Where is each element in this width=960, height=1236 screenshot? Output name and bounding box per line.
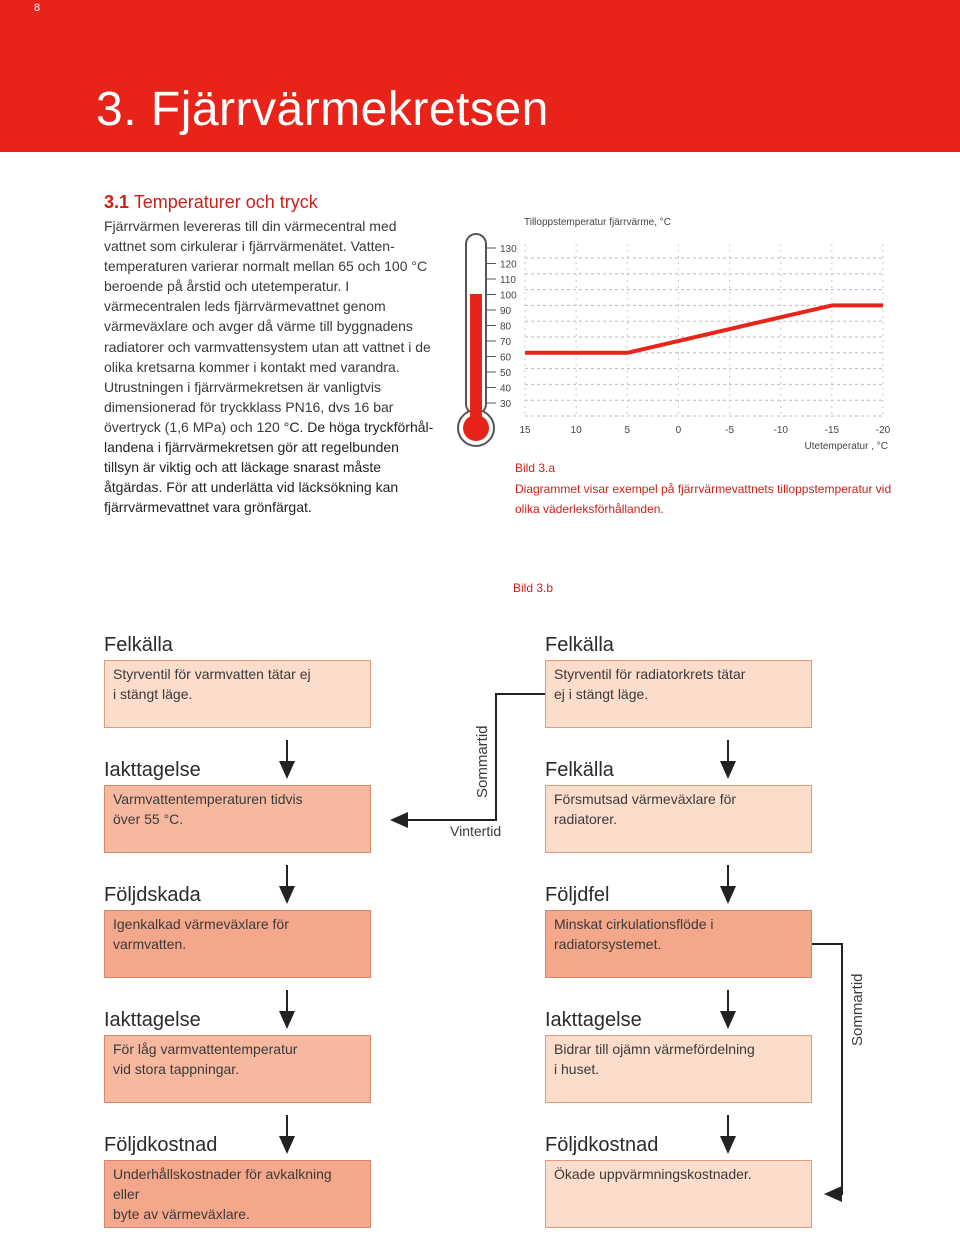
flow-left-2-line-1: Varmvattentemperaturen tidvis — [113, 791, 303, 807]
thermometer-tick-label: 30 — [500, 399, 512, 410]
thermometer-tick-label: 40 — [500, 383, 512, 395]
x-tick-label: -15 — [824, 425, 840, 436]
flow-left-3-title: Följdskada — [104, 884, 201, 906]
figure-a-label: Bild 3.a — [515, 461, 556, 475]
x-axis-label: Utetemperatur , °C — [804, 441, 888, 452]
x-tick-label: -20 — [875, 425, 891, 436]
thermometer-tick-label: 80 — [500, 321, 512, 333]
down-arrow-icon — [720, 990, 736, 1029]
figure-a-caption: Diagrammet visar exempel på fjärrvärmevattnets tilloppstemperatur vid olika väderleksförhållanden. — [515, 482, 892, 516]
chapter-title: 3. Fjärrvärmekretsen — [96, 83, 549, 136]
flow-right-1-line-2: ej i stängt läge. — [554, 686, 649, 702]
down-arrow-icon — [720, 1115, 736, 1154]
chart-title: Tilloppstemperatur fjärrvärme, °C — [524, 217, 672, 228]
down-arrow-icon — [279, 740, 295, 779]
flow-left-1-line-2: i stängt läge. — [113, 686, 193, 702]
x-tick-label: 15 — [519, 425, 531, 436]
flow-right-4-line-1: Bidrar till ojämn värmefördelning — [554, 1041, 755, 1057]
x-tick-label: -10 — [773, 425, 788, 436]
flow-left-3-line-2: varmvatten. — [113, 936, 187, 952]
flow-right-1-line-1: Styrventil för radiatorkrets tätar — [554, 666, 746, 682]
figure-b-label: Bild 3.b — [513, 581, 554, 595]
down-arrow-icon — [279, 865, 295, 904]
body-part-1: Fjärrvärmen levereras till din värmecentral med vattnet som cirkulerar i fjärrvärmenätet. Vattentemperaturen varierar normalt mellan 65 och 100 °C beroende på årstid och utetemperatur. I värmecentralen leds fjärrvärmevattnet genom värmeväxlare och avger då värme till byggnadens radiatorer och varmvattensystem utan att vattnet i de olika kretsarna kommer i kontakt med varandra. Utrustningen i fjärrvärmekretsen är vanligtvis dimensionerad för tryckklass PN16, dvs 16 bar övertryck (1,6 MPa) och 120 — [104, 218, 431, 435]
flow-right-2-line-2: radiatorer. — [554, 811, 618, 827]
body-part-3: De höga tryckförhållandena i fjärrvärmekretsen gör att regelbunden tillsyn är viktig och att läckage snarast måste åtgärdas. För att underlätta vid läcksökning kan fjärrvärmevattnet vara grönfärgat. — [104, 418, 434, 516]
page-number: 8 — [34, 2, 41, 14]
down-arrow-icon — [279, 990, 295, 1029]
flow-left-5-title: Följdkostnad — [104, 1134, 218, 1156]
mid-summer-label: Sommartid — [474, 725, 491, 798]
flow-right-4-line-2: i huset. — [554, 1061, 600, 1077]
flow-left-2-line-2: över 55 °C. — [113, 811, 184, 827]
thermometer-tick-label: 130 — [500, 244, 517, 255]
mid-winter-label: Vintertid — [450, 823, 502, 839]
thermometer-tick-label: 90 — [500, 306, 512, 317]
down-arrow-icon — [720, 865, 736, 904]
section-heading-text: Temperaturer och tryck — [133, 192, 318, 212]
x-tick-label: 5 — [624, 425, 631, 436]
right-summer-label: Sommartid — [849, 973, 866, 1046]
flow-left-5-line-1: Underhållskostnader för avkalkning eller — [113, 1166, 332, 1202]
flow-left-1-line-1: Styrventil för varmvatten tätar ej — [113, 666, 311, 682]
thermometer-tick-label: 120 — [500, 259, 517, 271]
down-arrow-icon — [720, 740, 736, 779]
body-part-2: °C. — [283, 418, 304, 435]
flow-left-3-line-1: Igenkalkad värmeväxlare för — [113, 916, 289, 932]
flow-left-4-line-1: För låg varmvattentemperatur — [113, 1041, 298, 1057]
connector-arrow-icon — [812, 944, 842, 1202]
flow-right-2-line-1: Försmutsad värmeväxlare för — [554, 791, 737, 807]
flow-right-1-title: Felkälla — [545, 634, 614, 656]
flow-right-2-title: Felkälla — [545, 759, 614, 781]
thermometer-tick-label: 70 — [500, 337, 512, 348]
connector-arrow-icon — [390, 694, 545, 828]
x-tick-label: 0 — [675, 425, 682, 436]
flow-left-4-line-2: vid stora tappningar. — [113, 1061, 240, 1077]
flow-right-5-title: Följdkostnad — [545, 1134, 659, 1156]
flow-right-3-title: Följdfel — [545, 884, 610, 906]
thermometer-tick-label: 110 — [500, 275, 516, 286]
flow-right-3-line-1: Minskat cirkulationsflöde i — [554, 916, 714, 932]
flow-right-5-line-1: Ökade uppvärmningskostnader. — [554, 1166, 752, 1182]
flow-left-4-title: Iakttagelse — [104, 1009, 201, 1031]
flow-left-1-title: Felkälla — [104, 634, 173, 656]
thermometer-tick-label: 60 — [500, 352, 512, 364]
x-tick-label: 10 — [570, 425, 582, 436]
section-number: 3.1 — [104, 192, 130, 212]
flow-right-3-line-2: radiatorsystemet. — [554, 936, 662, 952]
flow-right-4-title: Iakttagelse — [545, 1009, 642, 1031]
down-arrow-icon — [279, 1115, 295, 1154]
x-tick-label: -5 — [725, 425, 735, 436]
thermometer-tick-label: 50 — [500, 368, 512, 379]
thermometer-tick-label: 100 — [500, 290, 517, 302]
flow-left-5-line-2: byte av värmeväxlare. — [113, 1206, 250, 1222]
flow-left-2-title: Iakttagelse — [104, 759, 201, 781]
